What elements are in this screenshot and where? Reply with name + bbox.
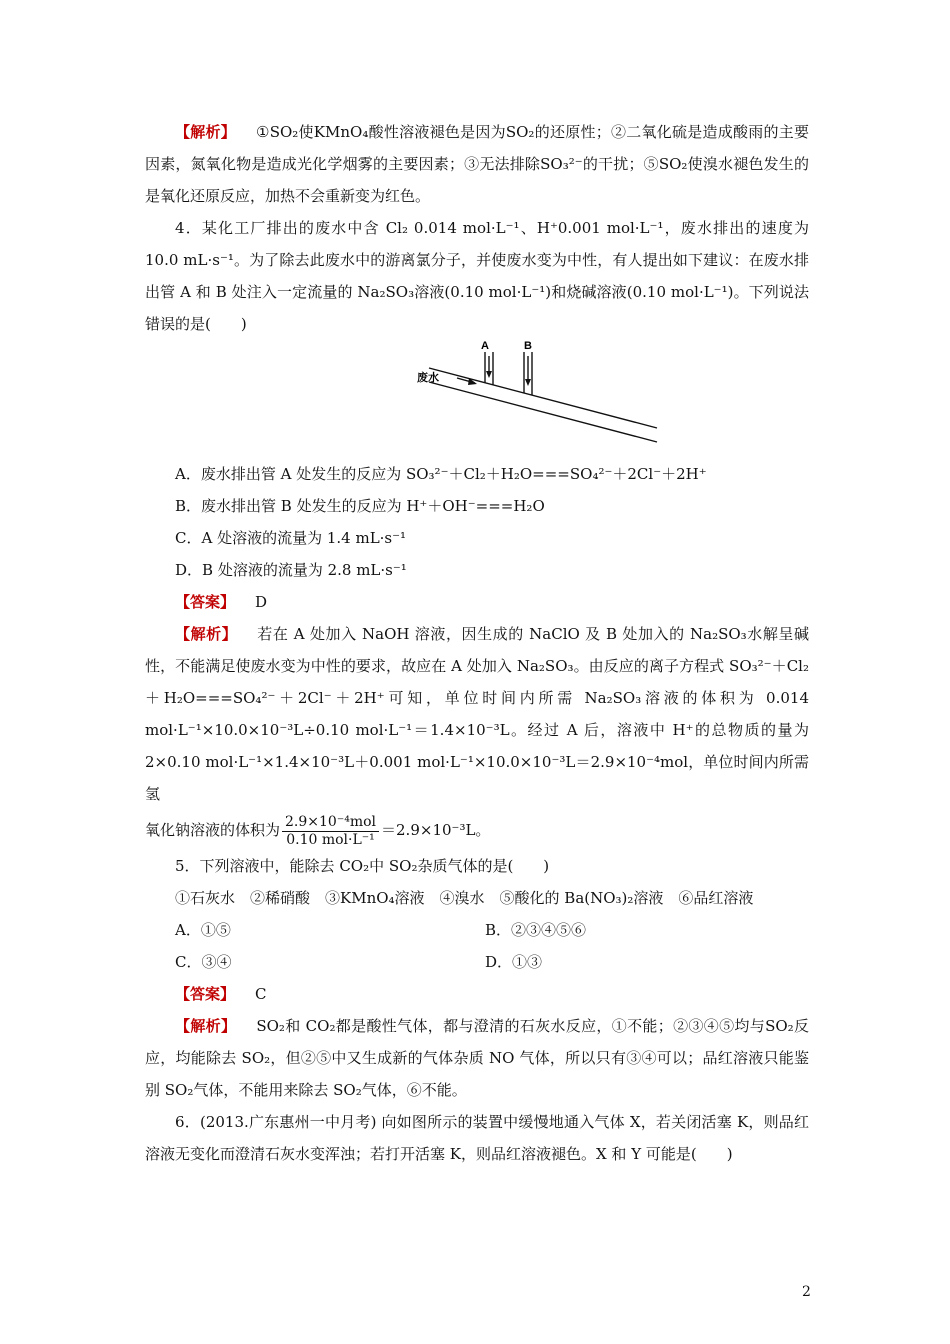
question-5-stem: 5．下列溶液中，能除去 CO₂中 SO₂杂质气体的是( )	[175, 857, 550, 875]
q5-analysis	[145, 1010, 809, 1106]
volume-fraction	[282, 814, 379, 849]
label-b: B	[524, 340, 532, 352]
q5-option-d: D．①③	[485, 953, 543, 971]
answer-value: C	[255, 985, 267, 1003]
q4-option-b: B．废水排出管 B 处发生的反应为 H⁺＋OH⁻===H₂O	[175, 497, 545, 515]
page-number: 2	[802, 1284, 811, 1300]
q4-option-d: D．B 处溶液的流量为 2.8 mL·s⁻¹	[175, 561, 407, 579]
analysis-tag: 【解析】	[175, 625, 238, 643]
pipe-bottom-wall	[429, 382, 657, 442]
q4-analysis	[145, 618, 809, 810]
q4-answer	[145, 586, 809, 618]
q5-items: ①石灰水 ②稀硝酸 ③KMnO₄溶液 ④溴水 ⑤酸化的 Ba(NO₃)₂溶液 ⑥品红溶液	[175, 889, 754, 907]
question-6-stem: 6．(2013.广东惠州一中月考) 向如图所示的装置中缓慢地通入气体 X，若关闭活塞 K，则品红溶液无变化而澄清石灰水变浑浊；若打开活塞 K，则品红溶液褪色。X 和 Y 可能是( )	[145, 1113, 809, 1163]
q5-options-row-1	[145, 914, 809, 946]
q5-option-a: A．①⑤	[175, 921, 231, 939]
pipe-diagram-svg	[407, 340, 667, 462]
fraction-denominator: 0.10 mol·L⁻¹	[286, 831, 375, 848]
q5-option-b: B．②③④⑤⑥	[485, 921, 587, 939]
question-4-stem: 4．某化工厂排出的废水中含 Cl₂ 0.014 mol·L⁻¹、H⁺0.001 mol·L⁻¹，废水排出的速度为10.0 mL·s⁻¹。为了除去此废水中的游离氯分子，并使废水变为中性，有人提出如下建议：在废水排出管 A 和 B 处注入一定流量的 Na₂SO₃溶液(0.10 mol·L⁻¹)和烧碱溶液(0.10 mol·L⁻¹)。下列说法错误的是( )	[145, 219, 809, 333]
analysis-tag: 【解析】	[175, 123, 237, 141]
formula-prefix: 氧化钠溶液的体积为	[145, 821, 281, 839]
analysis-q3	[145, 116, 809, 212]
q5-answer	[145, 978, 809, 1010]
analysis-tag: 【解析】	[175, 1017, 237, 1035]
q4-option-c: C．A 处溶液的流量为 1.4 mL·s⁻¹	[175, 529, 407, 547]
label-wastewater: 废水	[417, 371, 439, 384]
analysis-text: 若在 A 处加入 NaOH 溶液，因生成的 NaClO 及 B 处加入的 Na₂SO₃水解呈碱性，不能满足使废水变为中性的要求，故应在 A 处加入 Na₂SO₃。由反应的离子方程式 SO₃²⁻＋Cl₂＋H₂O===SO₄²⁻＋2Cl⁻＋2H⁺可知，单位时间内所需 Na₂SO₃溶液的体积为 0.014 mol·L⁻¹×10.0×10⁻³L÷0.10 mol·L⁻¹＝1.4×10⁻³L。经过 A 后，溶液中 H⁺的总物质的量为 2×0.10 mol·L⁻¹×1.4×10⁻³L＋0.001 mol·L⁻¹×10.0×10⁻³L＝2.9×10⁻⁴mol，单位时间内所需氢	[145, 625, 809, 803]
answer-tag: 【答案】	[175, 985, 236, 1003]
formula-suffix: ＝2.9×10⁻³L。	[381, 821, 491, 839]
analysis-text: SO₂和 CO₂都是酸性气体，都与澄清的石灰水反应，①不能；②③④⑤均与SO₂反应，均能除去 SO₂，但②⑤中又生成新的气体杂质 NO 气体，所以只有③④可以；品红溶液只能鉴别 SO₂气体，不能用来除去 SO₂气体，⑥不能。	[145, 1017, 809, 1099]
pipe-top-wall-segment	[429, 368, 657, 428]
q5-option-c: C．③④	[175, 953, 232, 971]
q4-option-a: A．废水排出管 A 处发生的反应为 SO₃²⁻＋Cl₂＋H₂O===SO₄²⁻＋2Cl⁻＋2H⁺	[175, 465, 707, 483]
q4-analysis-formula	[145, 810, 809, 850]
arrow-b-head	[525, 379, 531, 386]
answer-tag: 【答案】	[175, 593, 236, 611]
analysis-text: ①SO₂使KMnO₄酸性溶液褪色是因为SO₂的还原性；②二氧化硫是造成酸雨的主要因素，氮氧化物是造成光化学烟雾的主要因素；③无法排除SO₃²⁻的干扰；⑤SO₂使溴水褪色发生的是氧化还原反应，加热不会重新变为红色。	[145, 123, 809, 205]
label-a: A	[481, 340, 489, 352]
arrow-a-head	[486, 371, 492, 378]
q5-options-row-2	[145, 946, 809, 978]
document-body	[145, 116, 809, 1170]
wastewater-pipe-diagram	[145, 340, 809, 458]
answer-value: D	[255, 593, 268, 611]
fraction-numerator: 2.9×10⁻⁴mol	[282, 814, 379, 832]
